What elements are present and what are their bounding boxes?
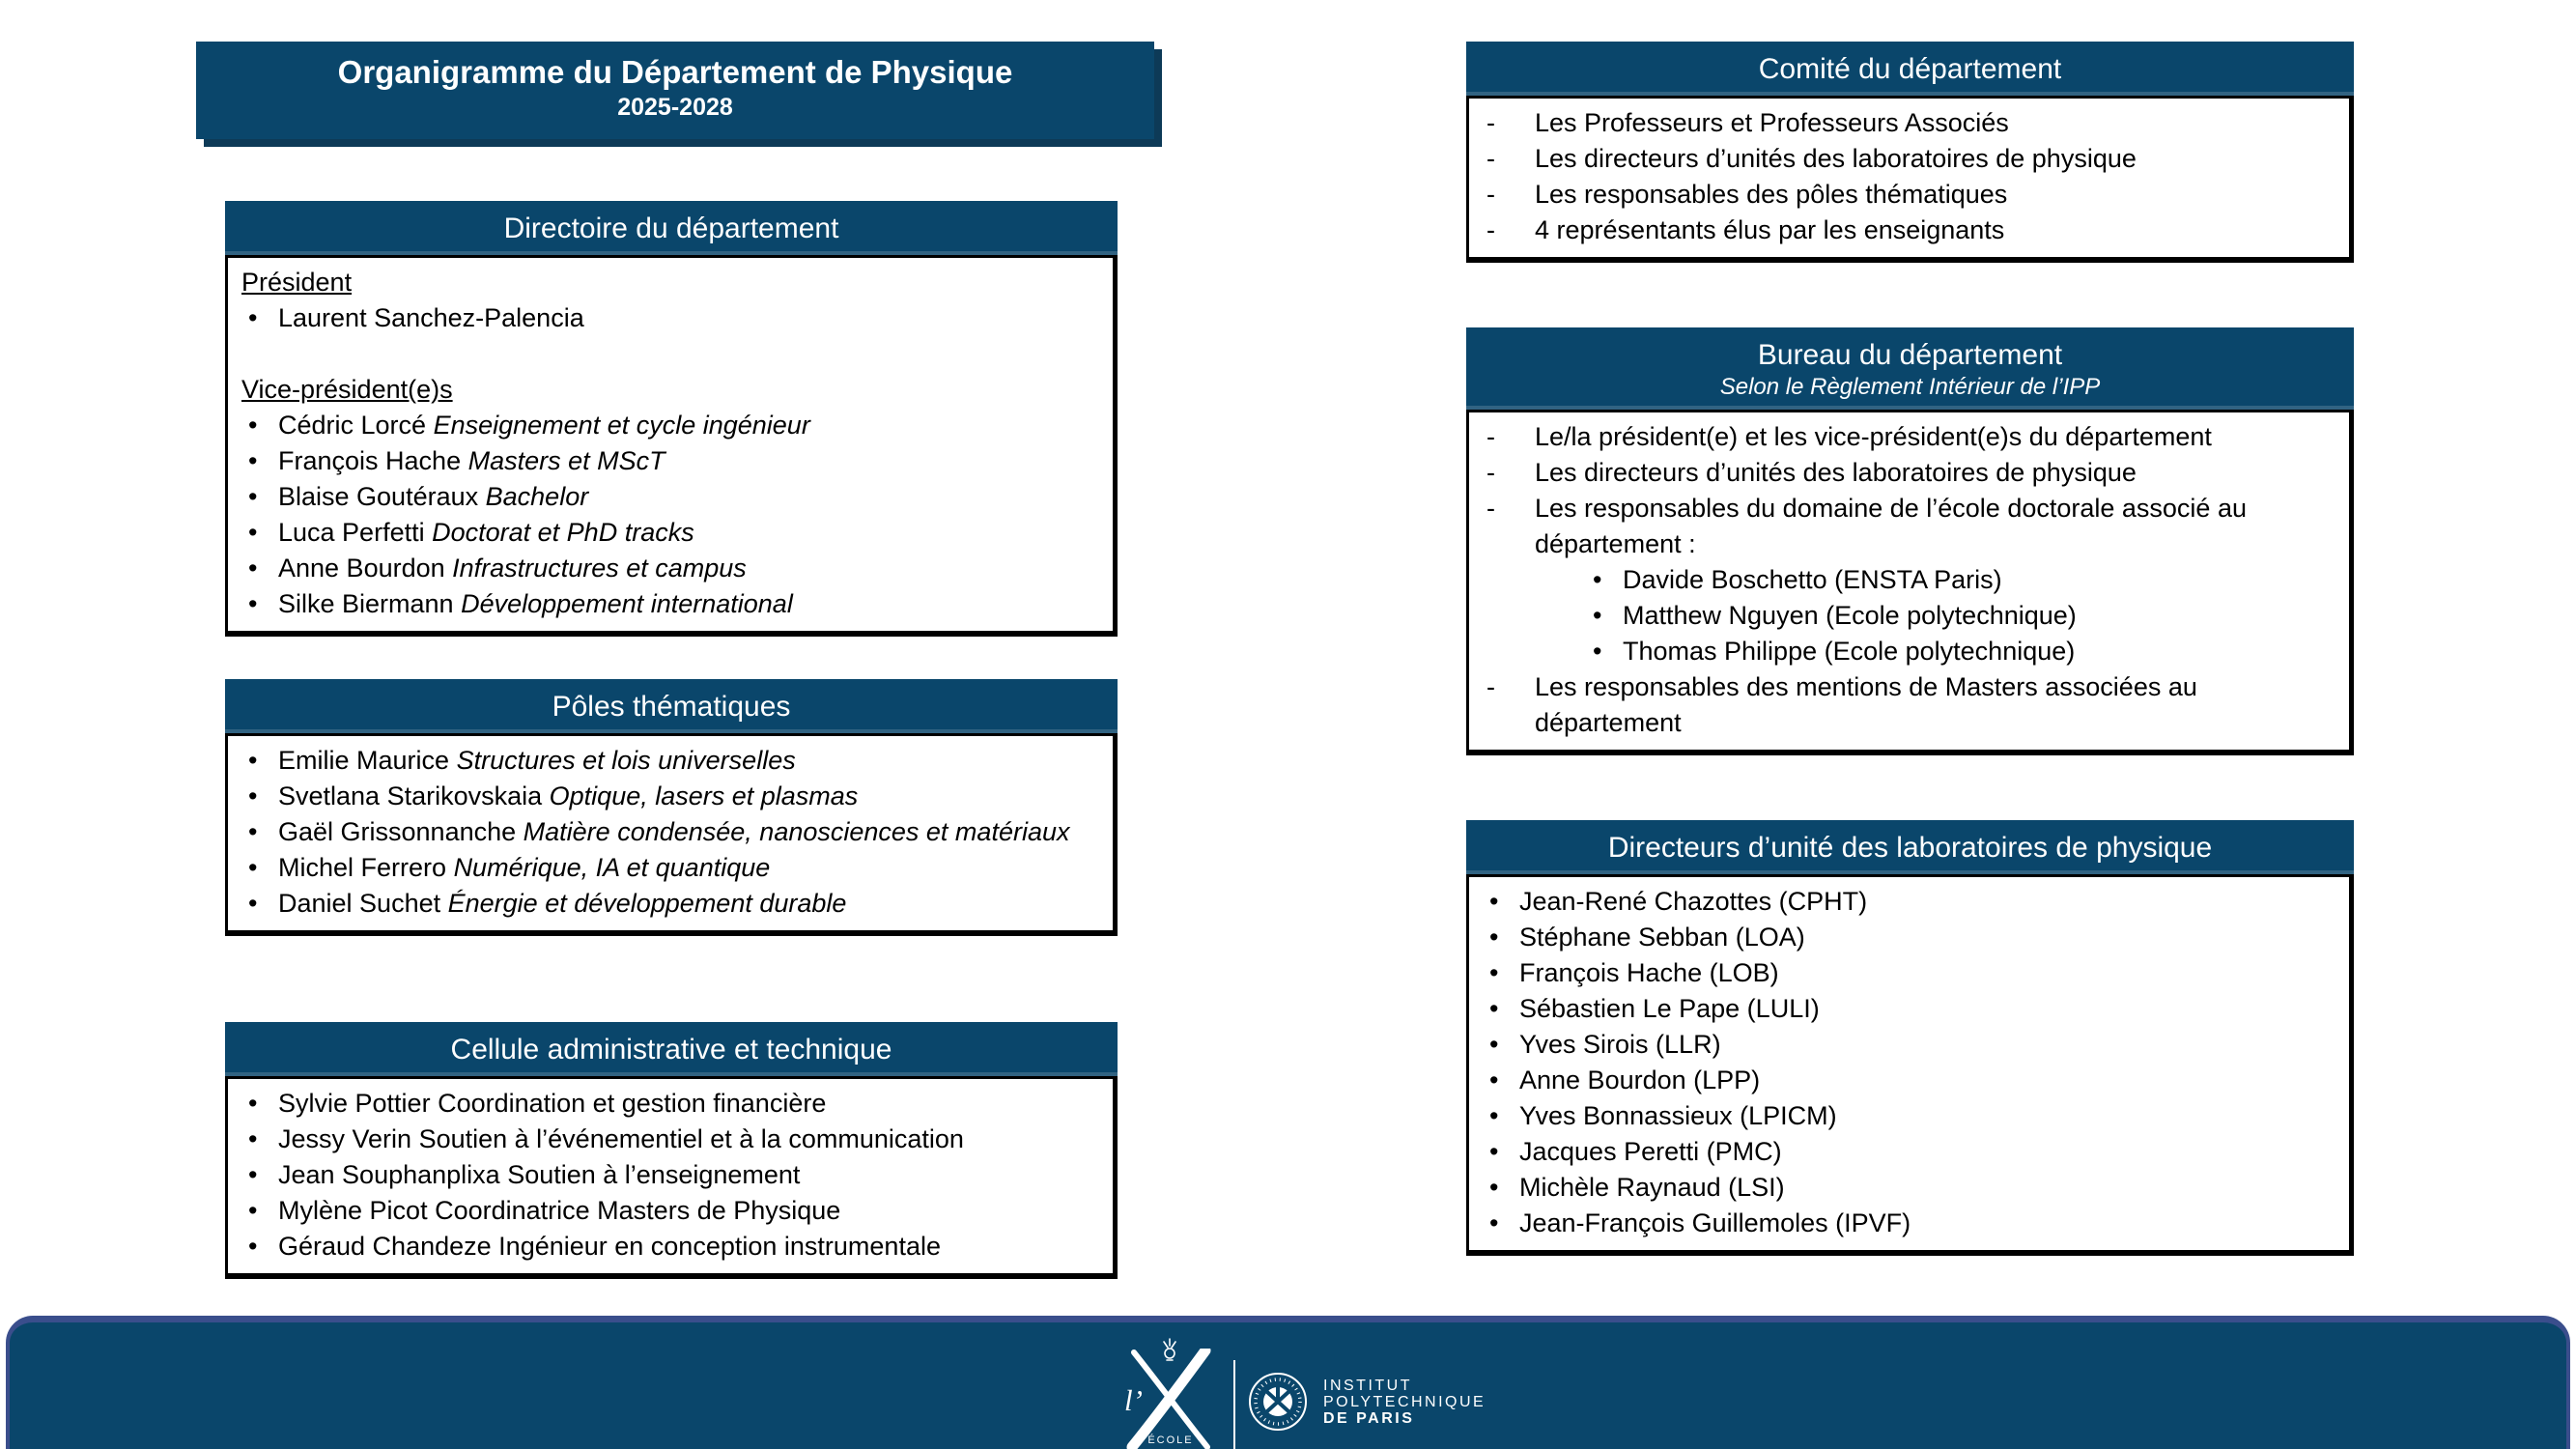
member-name: Anne Bourdon (278, 554, 445, 582)
page-years: 2025-2028 (617, 94, 733, 121)
bullet-marker: • (1489, 1208, 1499, 1237)
bureau-header (1466, 327, 2354, 410)
list-item (241, 300, 1099, 336)
list-item (1483, 419, 2335, 455)
list-item (1483, 1098, 2335, 1134)
bullet-marker: • (248, 746, 258, 775)
dash-marker: - (1486, 672, 1495, 701)
bullet-marker: • (1593, 601, 1602, 630)
dash-marker: - (1486, 180, 1495, 209)
dash-marker: - (1486, 108, 1495, 137)
ipp-seal-icon (1248, 1372, 1308, 1432)
member-name: Sylvie Pottier (278, 1089, 431, 1118)
member-name: Luca Perfetti (278, 518, 425, 547)
item-text: Thomas Philippe (Ecole polytechnique) (1623, 637, 2076, 666)
list-item (241, 515, 1099, 551)
directoire-box (225, 201, 1118, 637)
section-heading: Vice-président(e)s (241, 375, 453, 404)
member-role: Enseignement et cycle ingénieur (433, 411, 810, 440)
bureau-box (1466, 327, 2354, 755)
cellule-list (241, 1086, 1099, 1264)
dash-marker: - (1486, 422, 1495, 451)
member-role: Coordination et gestion financière (438, 1089, 827, 1118)
ecole-label: ÉCOLE (1147, 1435, 1194, 1446)
list-item (241, 1193, 1099, 1229)
item-text: Anne Bourdon (LPP) (1519, 1065, 1761, 1094)
list-item (1483, 213, 2335, 248)
list-item (1483, 455, 2335, 491)
list-item (1483, 669, 2335, 741)
vice-presidents-list (241, 408, 1099, 622)
list-item (241, 479, 1099, 515)
directeurs-body (1466, 874, 2354, 1256)
item-text: Jean-René Chazottes (CPHT) (1519, 887, 1868, 916)
bullet-marker: • (1489, 923, 1499, 952)
member-name: Michel Ferrero (278, 853, 447, 882)
member-role: Structures et lois universelles (456, 746, 796, 775)
bullet-marker: • (248, 1196, 258, 1225)
cellule-header: Cellule administrative et technique (225, 1022, 1118, 1076)
list-item (241, 886, 1099, 922)
bullet-marker: • (248, 554, 258, 582)
section-heading: Président (241, 268, 353, 297)
comite-header: Comité du département (1466, 42, 2354, 96)
member-role: Développement international (461, 589, 793, 618)
bullet-marker: • (1489, 1101, 1499, 1130)
member-role: Numérique, IA et quantique (453, 853, 771, 882)
bullet-marker: • (248, 889, 258, 918)
list-item (241, 779, 1099, 814)
member-name: Jean Souphanplixa (278, 1160, 500, 1189)
member-name: Daniel Suchet (278, 889, 441, 918)
poles-box (225, 679, 1118, 936)
member-name: Cédric Lorcé (278, 411, 427, 440)
list-item (1483, 141, 2335, 177)
item-text: Davide Boschetto (ENSTA Paris) (1623, 565, 2002, 594)
item-text: Jacques Peretti (PMC) (1519, 1137, 1782, 1166)
item-text: Les directeurs d’unités des laboratoires de physique (1535, 144, 2137, 173)
vice-presidents-section (241, 372, 1099, 622)
item-text: Les responsables des mentions de Masters associées au département (1535, 672, 2197, 737)
list-item (241, 1122, 1099, 1157)
dash-marker: - (1486, 458, 1495, 487)
list-item (241, 586, 1099, 622)
cellule-body (225, 1076, 1118, 1279)
bullet-marker: • (1489, 1030, 1499, 1059)
list-item (1483, 1170, 2335, 1206)
item-text: Les responsables du domaine de l’école doctorale associé au département : (1535, 494, 2247, 558)
list-item (1483, 1206, 2335, 1241)
bullet-marker: • (1489, 958, 1499, 987)
member-role: Soutien à l’événementiel et à la communication (418, 1124, 964, 1153)
ipp-wordmark (1323, 1378, 1486, 1427)
poles-list (241, 743, 1099, 922)
item-text: Le/la président(e) et les vice-président(e)s du département (1535, 422, 2212, 451)
dash-marker: - (1486, 494, 1495, 523)
bullet-marker: • (248, 1232, 258, 1261)
bullet-marker: • (1489, 994, 1499, 1023)
bullet-marker: • (248, 781, 258, 810)
logo-divider (1233, 1360, 1235, 1449)
list-item (1483, 884, 2335, 920)
bureau-body (1466, 410, 2354, 755)
bullet-marker: • (1489, 887, 1499, 916)
directeurs-box (1466, 820, 2354, 1256)
bullet-marker: • (248, 303, 258, 332)
bullet-marker: • (248, 1160, 258, 1189)
member-name: Svetlana Starikovskaia (278, 781, 543, 810)
list-item (241, 814, 1099, 850)
ipp-line-3: DE PARIS (1323, 1409, 1415, 1427)
member-role: Coordinatrice Masters de Physique (435, 1196, 841, 1225)
bullet-marker: • (1489, 1173, 1499, 1202)
comite-box (1466, 42, 2354, 263)
bullet-marker: • (1593, 637, 1602, 666)
member-role: Infrastructures et campus (452, 554, 747, 582)
item-text: Les Professeurs et Professeurs Associés (1535, 108, 2009, 137)
title-box (196, 42, 1154, 139)
member-role: Masters et MScT (467, 446, 665, 475)
member-name: Jessy Verin (278, 1124, 412, 1153)
list-item (241, 1157, 1099, 1193)
directeurs-list (1483, 884, 2335, 1241)
member-name: Mylène Picot (278, 1196, 428, 1225)
member-name: François Hache (278, 446, 462, 475)
list-item (1483, 920, 2335, 955)
comite-body (1466, 96, 2354, 263)
list-item (1483, 598, 2335, 634)
item-text: Les responsables des pôles thématiques (1535, 180, 2008, 209)
comite-list (1483, 105, 2335, 248)
ipp-line-2: POLYTECHNIQUE (1323, 1393, 1486, 1410)
dash-marker: - (1486, 144, 1495, 173)
item-text: Jean-François Guillemoles (IPVF) (1519, 1208, 1911, 1237)
member-name: Gaël Grissonnanche (278, 817, 517, 846)
member-name: Emilie Maurice (278, 746, 450, 775)
list-item (1483, 634, 2335, 669)
item-text: Michèle Raynaud (LSI) (1519, 1173, 1785, 1202)
list-item (241, 408, 1099, 443)
president-list (241, 300, 1099, 336)
list-item (1483, 1027, 2335, 1063)
list-item (1483, 562, 2335, 598)
bullet-marker: • (248, 1089, 258, 1118)
member-role: Soutien à l’enseignement (507, 1160, 801, 1189)
bullet-marker: • (1489, 1065, 1499, 1094)
president-section (241, 265, 1099, 336)
list-item (1483, 105, 2335, 141)
bullet-marker: • (248, 411, 258, 440)
list-item (241, 743, 1099, 779)
poles-body (225, 733, 1118, 936)
dash-marker: - (1486, 215, 1495, 244)
list-item (1483, 1063, 2335, 1098)
poles-header: Pôles thématiques (225, 679, 1118, 733)
item-text: Matthew Nguyen (Ecole polytechnique) (1623, 601, 2077, 630)
ecole-polytechnique-logo (1117, 1337, 1225, 1449)
item-text: Stéphane Sebban (LOA) (1519, 923, 1805, 952)
list-item (241, 850, 1099, 886)
bullet-marker: • (248, 446, 258, 475)
list-item (241, 443, 1099, 479)
list-item (1483, 1134, 2335, 1170)
item-text: Les directeurs d’unités des laboratoires de physique (1535, 458, 2137, 487)
member-role: Ingénieur en conception instrumentale (498, 1232, 941, 1261)
bullet-marker: • (1593, 565, 1602, 594)
page-title: Organigramme du Département de Physique (337, 54, 1013, 90)
bullet-marker: • (248, 518, 258, 547)
member-name: Laurent Sanchez-Palencia (278, 303, 584, 332)
lx-label: l’ (1124, 1383, 1143, 1417)
item-text: 4 représentants élus par les enseignants (1535, 215, 2005, 244)
member-role: Matière condensée, nanosciences et matériaux (523, 817, 1070, 846)
bureau-list-continued (1483, 669, 2335, 741)
bullet-marker: • (248, 482, 258, 511)
list-item (1483, 491, 2335, 562)
list-item (1483, 955, 2335, 991)
member-name: Silke Biermann (278, 589, 454, 618)
directoire-header: Directoire du département (225, 201, 1118, 255)
member-role: Bachelor (485, 482, 589, 511)
list-item (1483, 177, 2335, 213)
list-item (1483, 991, 2335, 1027)
doctoral-members-list (1483, 562, 2335, 669)
item-text: Yves Bonnassieux (LPICM) (1519, 1101, 1837, 1130)
bureau-subtitle: Selon le Règlement Intérieur de l’IPP (1719, 374, 2101, 400)
member-role: Énergie et développement durable (447, 889, 847, 918)
bullet-marker: • (248, 1124, 258, 1153)
list-item (241, 1086, 1099, 1122)
bullet-marker: • (248, 853, 258, 882)
member-role: Doctorat et PhD tracks (432, 518, 694, 547)
ipp-logo (1248, 1372, 1486, 1432)
list-item (241, 551, 1099, 586)
list-item (241, 1229, 1099, 1264)
item-text: François Hache (LOB) (1519, 958, 1779, 987)
member-role: Optique, lasers et plasmas (549, 781, 859, 810)
item-text: Sébastien Le Pape (LULI) (1519, 994, 1820, 1023)
ipp-line-1: INSTITUT (1323, 1377, 1412, 1394)
member-name: Géraud Chandeze (278, 1232, 492, 1261)
directeurs-header: Directeurs d’unité des laboratoires de physique (1466, 820, 2354, 874)
cellule-box (225, 1022, 1118, 1279)
bullet-marker: • (1489, 1137, 1499, 1166)
directoire-body (225, 255, 1118, 637)
bureau-title: Bureau du département (1757, 339, 2063, 371)
item-text: Yves Sirois (LLR) (1519, 1030, 1721, 1059)
bureau-list (1483, 419, 2335, 562)
member-name: Blaise Goutéraux (278, 482, 479, 511)
bullet-marker: • (248, 817, 258, 846)
bullet-marker: • (248, 589, 258, 618)
